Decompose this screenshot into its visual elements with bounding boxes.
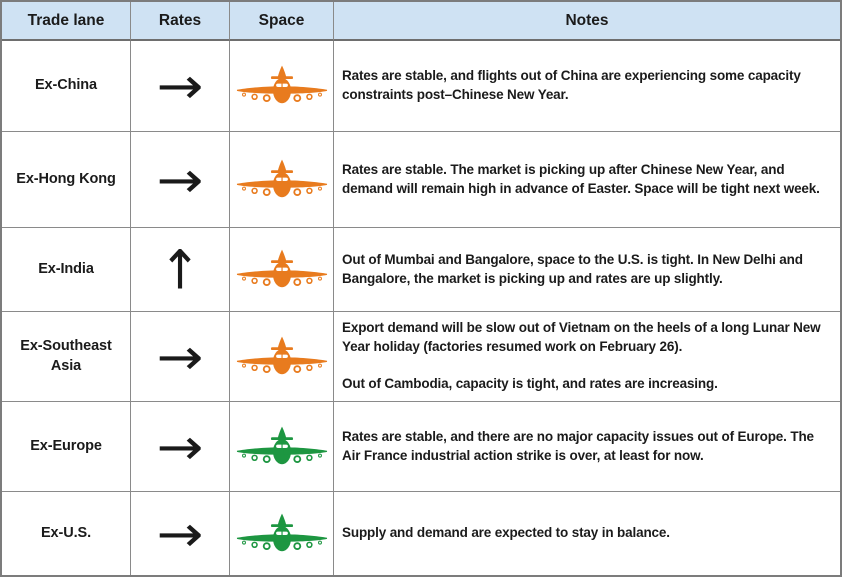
- trade-lane-label: Ex-Europe: [2, 402, 131, 492]
- rates-cell: [131, 312, 230, 402]
- table-row-ex-hong-kong: [2, 132, 840, 228]
- table-row-ex-india: [2, 228, 840, 312]
- airplane-icon: [235, 247, 329, 293]
- notes-cell: [334, 228, 840, 312]
- trade-lane-label: Ex-Hong Kong: [2, 132, 131, 228]
- header-rates: Rates: [131, 2, 230, 41]
- space-cell: [230, 312, 334, 402]
- rates-cell: [131, 132, 230, 228]
- rates-cell: [131, 41, 230, 132]
- arrow-right-icon: →: [156, 327, 204, 386]
- airplane-icon: [235, 424, 329, 470]
- rates-cell: [131, 492, 230, 575]
- table-row-ex-europe: [2, 402, 840, 492]
- trade-lane-label: Ex-Southeast Asia: [2, 312, 131, 402]
- space-cell: [230, 41, 334, 132]
- trade-lane-label: Ex-U.S.: [2, 492, 131, 575]
- notes-text: Rates are stable. The market is picking up after Chinese New Year, and demand will remain high in advance of Easter. Space will be tight next week.: [342, 161, 820, 196]
- airplane-icon: [235, 63, 329, 109]
- space-cell: [230, 402, 334, 492]
- airplane-icon: [235, 511, 329, 557]
- notes-text: Export demand will be slow out of Vietnam on the heels of a long Lunar New Year holiday (factories resumed work on February 26).: [342, 319, 821, 354]
- notes-text: Out of Cambodia, capacity is tight, and rates are increasing.: [342, 376, 718, 392]
- arrow-up-icon: ↑: [159, 238, 201, 301]
- arrow-right-icon: →: [156, 504, 204, 563]
- notes-text: Rates are stable, and flights out of China are experiencing some capacity constraints post–Chinese New Year.: [342, 68, 801, 102]
- arrow-right-icon: →: [156, 150, 204, 209]
- notes-cell: [334, 41, 840, 132]
- arrow-right-icon: →: [156, 57, 204, 115]
- trade-lane-label: Ex-India: [2, 228, 131, 312]
- table-header-row: [2, 2, 840, 41]
- table-row-ex-china: [2, 41, 840, 132]
- airplane-icon: [235, 157, 329, 203]
- header-trade-lane: Trade lane: [2, 2, 131, 41]
- table-row-ex-us: [2, 492, 840, 575]
- airplane-icon: [235, 334, 329, 380]
- notes-cell: [334, 402, 840, 492]
- rates-cell: [131, 228, 230, 312]
- notes-cell: [334, 492, 840, 575]
- trade-lane-label: Ex-China: [2, 41, 131, 132]
- table-row-ex-southeast-asia: [2, 312, 840, 402]
- notes-text: Supply and demand are expected to stay in balance.: [342, 525, 670, 541]
- notes-text: Rates are stable, and there are no major capacity issues out of Europe. The Air France industrial action strike is over, at least for now.: [342, 428, 814, 463]
- notes-cell: [334, 312, 840, 402]
- header-notes: Notes: [334, 2, 840, 41]
- notes-cell: [334, 132, 840, 228]
- arrow-right-icon: →: [156, 417, 204, 476]
- header-space: Space: [230, 2, 334, 41]
- rates-cell: [131, 402, 230, 492]
- space-cell: [230, 228, 334, 312]
- space-cell: [230, 492, 334, 575]
- space-cell: [230, 132, 334, 228]
- notes-text: Out of Mumbai and Bangalore, space to the U.S. is tight. In New Delhi and Bangalore, the market is picking up and rates are up slightly.: [342, 251, 803, 286]
